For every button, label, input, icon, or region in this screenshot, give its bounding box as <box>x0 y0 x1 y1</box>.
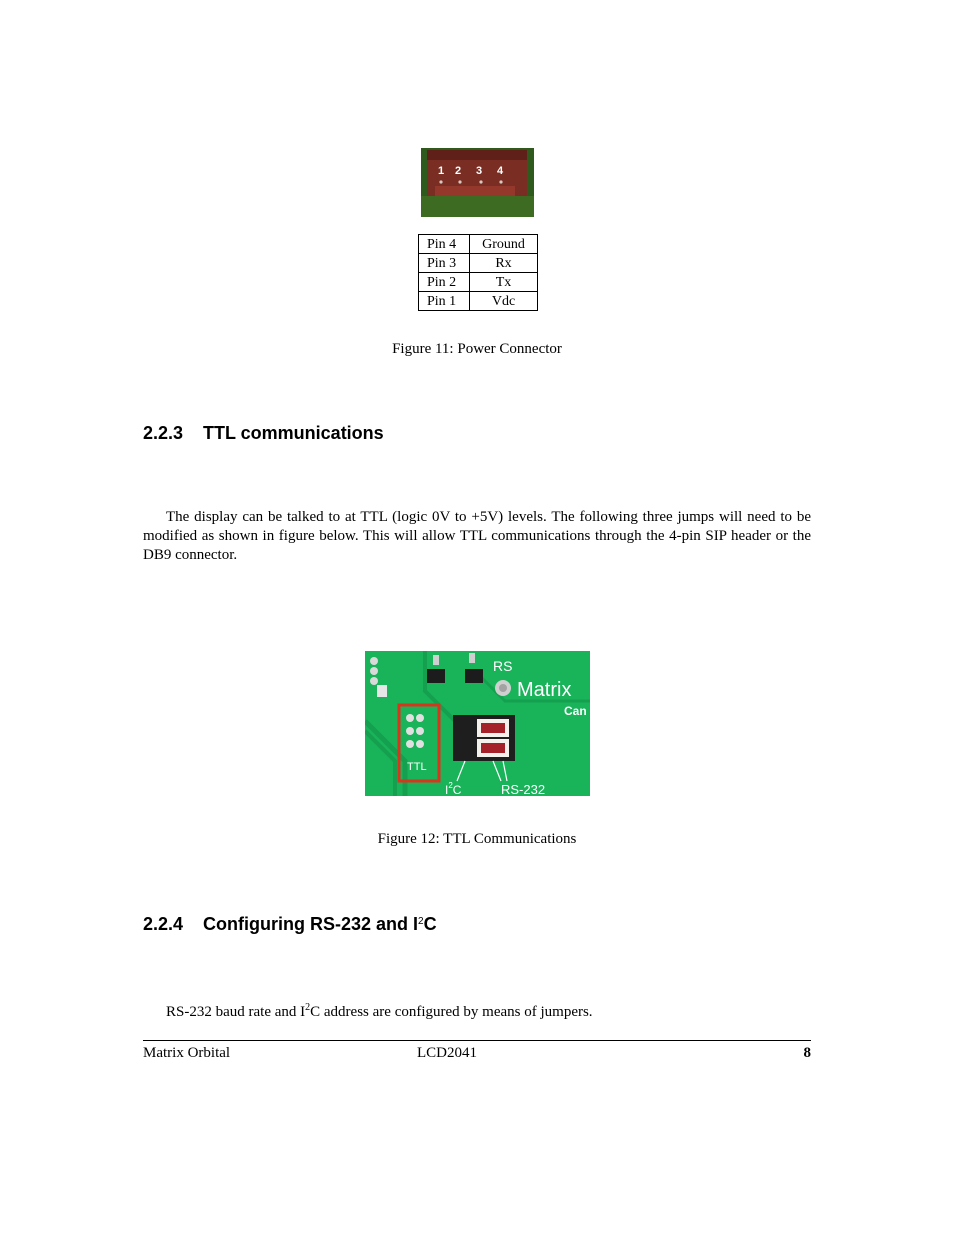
table-cell-pin: Pin 1 <box>419 292 470 311</box>
table-cell-signal: Tx <box>470 273 538 292</box>
rs-label: RS <box>493 658 513 674</box>
ttl-label: TTL <box>407 761 427 773</box>
section-title-sup: 2 <box>418 916 424 927</box>
table-cell-signal: Rx <box>470 254 538 273</box>
pin-number-4: 4 <box>497 165 504 177</box>
section-number: 2.2.3 <box>143 423 184 443</box>
rs232-paragraph-suffix: C address are configured by means of jumpers. <box>310 1004 593 1020</box>
footer-rule <box>143 1040 811 1041</box>
section-heading-configuring <box>143 914 437 935</box>
rs232-paragraph-sup: 2 <box>305 1002 311 1013</box>
section-title-suffix: C <box>423 914 437 934</box>
matrix-brand-label: Matrix <box>517 679 572 701</box>
i2c-label-sup: 2 <box>448 781 453 790</box>
pin-number-3: 3 <box>476 165 483 177</box>
table-row <box>419 273 538 292</box>
table-row <box>419 235 538 254</box>
section-heading-ttl <box>143 423 384 444</box>
i2c-label-c: C <box>452 783 462 796</box>
table-row <box>419 254 538 273</box>
i2c-label-i: I <box>445 783 449 796</box>
can-label: Can <box>564 704 587 718</box>
table-cell-pin: Pin 3 <box>419 254 470 273</box>
rs232-paragraph-prefix: RS-232 baud rate and I <box>166 1004 306 1020</box>
ttl-jumpers-photo <box>365 651 590 796</box>
table-cell-signal: Vdc <box>470 292 538 311</box>
footer-company: Matrix Orbital <box>143 1045 231 1061</box>
table-cell-pin: Pin 4 <box>419 235 470 254</box>
pin-number-2: 2 <box>455 165 462 177</box>
i2c-label <box>445 781 462 796</box>
table-cell-pin: Pin 2 <box>419 273 470 292</box>
figure-12-caption: Figure 12: TTL Communications <box>377 831 577 847</box>
footer-model: LCD2041 <box>417 1045 477 1061</box>
power-connector-photo <box>421 148 534 217</box>
section-title-prefix: Configuring RS-232 and I <box>203 914 419 934</box>
section-title: TTL communications <box>203 423 384 443</box>
pin-table <box>418 234 538 311</box>
footer-page-number: 8 <box>803 1045 811 1061</box>
rs232-paragraph <box>143 998 811 1022</box>
section-number: 2.2.4 <box>143 914 184 934</box>
table-row <box>419 292 538 311</box>
figure-11-caption: Figure 11: Power Connector <box>392 341 562 357</box>
rs232-label: RS-232 <box>501 782 546 796</box>
pin-number-1: 1 <box>438 165 445 177</box>
ttl-paragraph: The display can be talked to at TTL (logic 0V to +5V) levels. The following three jumps will need to be modified as shown in figure below. This will allow TTL communications through the 4-pin SIP header or the DB9 connector. <box>143 509 811 563</box>
table-cell-signal: Ground <box>470 235 538 254</box>
